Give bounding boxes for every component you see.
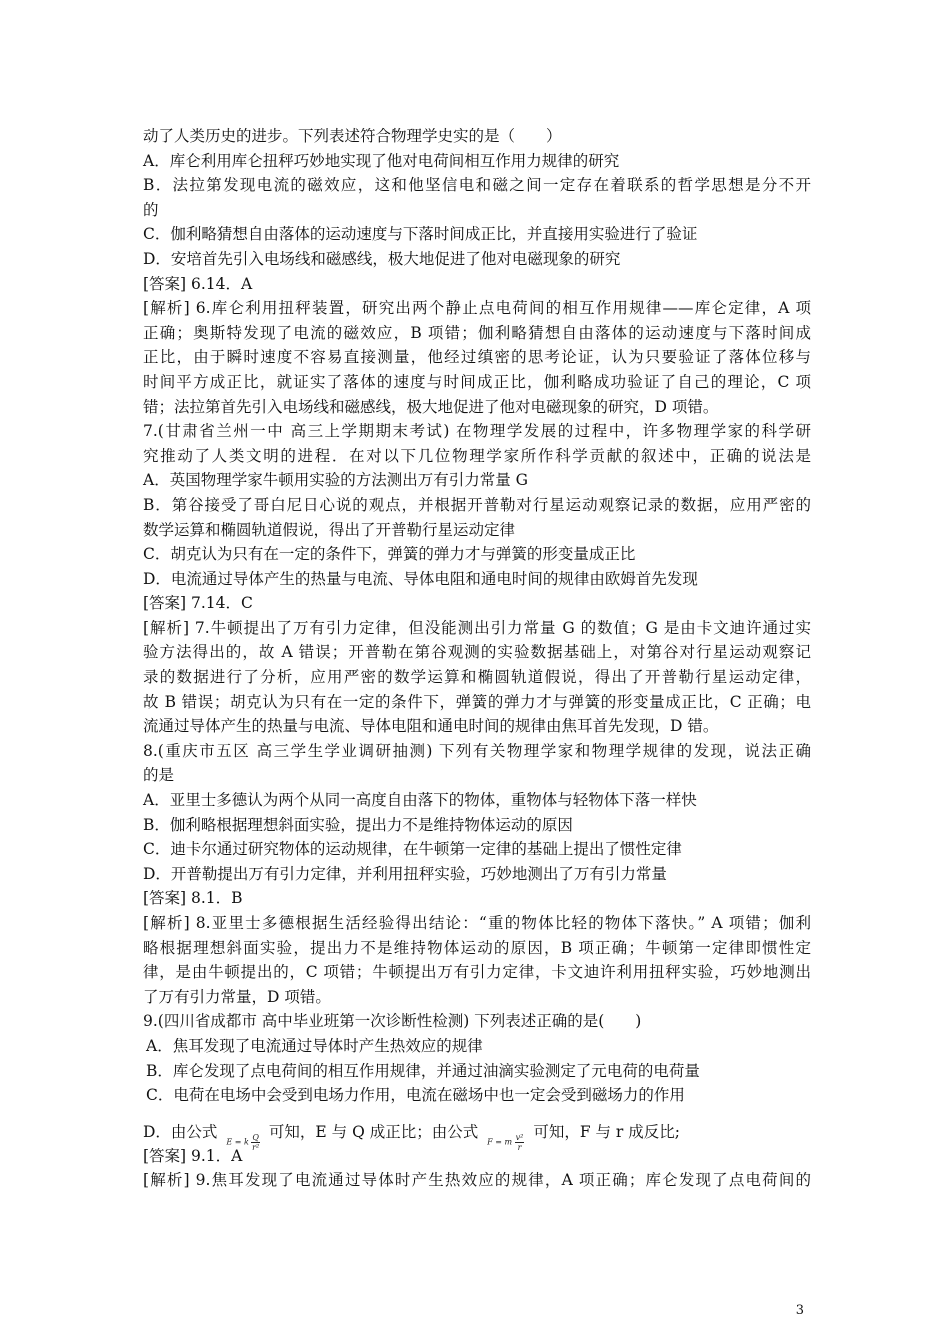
analysis-6: 正比，由于瞬时速度不容易直接测量，他经过缜密的思考论证，认为只要验证了落体位移与 [143,348,811,367]
answer-8: [答案] 8.1．B [143,889,243,908]
answer-6: [答案] 6.14．A [143,274,253,293]
option-a: A．库仑利用库仑扭秤巧妙地实现了他对电荷间相互作用力规律的研究 [143,151,620,170]
option-b: B．法拉第发现电流的磁效应，这和他坚信电和磁之间一定存在着联系的哲学思想是分不开 [143,176,811,195]
option-d: D．开普勒提出万有引力定律，并利用扭秤实验，巧妙地测出了万有引力常量 [143,864,667,883]
document-body [143,124,811,1193]
fraction [515,1133,525,1152]
option-c: C．迪卡尔通过研究物体的运动规律，在牛顿第一定律的基础上提出了惯性定律 [143,840,682,859]
analysis-6: 时间平方成正比，就证实了落体的速度与时间成正比，伽利略成功验证了自己的理论，C 项 [143,372,811,391]
analysis-7: 故 B 错误；胡克认为只有在一定的条件下，弹簧的弹力才与弹簧的形变量成正比，C 正确；电 [143,692,811,711]
formula-left: E = k [226,1137,249,1147]
fraction [251,1133,260,1152]
formula-suffix: 可知，F 与 r 成反比; [533,1122,680,1141]
option-b: B．第谷接受了哥白尼日心说的观点，并根据开普勒对行星运动观察记录的数据，应用严密的 [143,495,811,514]
question-8: 8.(重庆市五区 高三学生学业调研抽测) 下列有关物理学家和物理学规律的发现，说法正确 [143,741,811,760]
analysis-9: [解析] 9.焦耳发现了电流通过导体时产生热效应的规律，A 项正确；库仑发现了点电荷间的 [143,1171,811,1190]
option-c: C．电荷在电场中会受到电场力作用，电流在磁场中也一定会受到磁场力的作用 [146,1086,685,1105]
analysis-8: 律，是由牛顿提出的，C 项错；牛顿提出万有引力定律，卡文迪许利用扭秤实验，巧妙地测出 [143,963,811,982]
text-line: 动了人类历史的进步。下列表述符合物理学史实的是（ ） [143,127,562,145]
option-a: A．英国物理学家牛顿用实验的方法测出万有引力常量 G [143,471,529,490]
question-9: 9.(四川省成都市 高中毕业班第一次诊断性检测) 下列表述正确的是( ) [143,1012,642,1031]
option-b-cont: 数学运算和椭圆轨道假说，得出了开普勒行星运动定律 [143,520,516,539]
option-b: B．库仑发现了点电荷间的相互作用规律，并通过油滴实验测定了元电荷的电荷量 [146,1061,700,1080]
answer-7: [答案] 7.14．C [143,594,253,613]
analysis-7: 验方法得出的，故 A 错误；开普勒在第谷观测的实验数据基础上，对第谷对行星运动观察记 [143,643,811,662]
numerator: v² [515,1133,524,1143]
analysis-7: 流通过导体产生的热量与电流、导体电阻和通电时间的规律由焦耳首先发现，D 错。 [143,717,719,736]
analysis-6: 正确；奥斯特发现了电流的磁效应，B 项错；伽利略猜想自由落体的运动速度与下落时间成 [143,323,811,342]
option-b: B．伽利略根据理想斜面实验，提出力不是维持物体运动的原因 [143,815,573,834]
formula-prefix: D．由公式 [143,1122,218,1141]
option-d-formula [143,1114,811,1153]
answer-9: [答案] 9.1．A [143,1146,243,1165]
option-c: C．胡克认为只有在一定的条件下，弹簧的弹力才与弹簧的形变量成正比 [143,545,636,564]
formula-middle: 可知，E 与 Q 成正比；由公式 [268,1122,479,1141]
analysis-7: 录的数据进行了分析，应用严密的数学运算和椭圆轨道假说，得出了开普勒行星运动定律， [143,668,811,687]
denominator: r [517,1143,522,1153]
analysis-8: [解析] 8.亚里士多德根据生活经验得出结论：“重的物体比轻的物体下落快。” A 项错；伽利 [143,914,811,932]
option-b-cont: 的 [143,200,159,219]
option-d: D．安培首先引入电场线和磁感线，极大地促进了他对电磁现象的研究 [143,249,621,268]
option-a: A．焦耳发现了电流通过导体时产生热效应的规律 [146,1036,483,1055]
denominator: r² [252,1143,260,1153]
formula-centripetal-force [487,1133,524,1152]
question-7: 7.(甘肃省兰州一中 高三上学期期末考试) 在物理学发展的过程中，许多物理学家的科学研 [143,422,811,441]
analysis-6: [解析] 6.库仑利用扭秤装置，研究出两个静止点电荷间的相互作用规律——库仑定律，A 项 [143,299,811,318]
option-a: A．亚里士多德认为两个从同一高度自由落下的物体，重物体与轻物体下落一样快 [143,791,697,810]
numerator: Q [252,1133,259,1143]
question-8: 的是 [143,766,175,785]
analysis-8: 略根据理想斜面实验，提出力不是维持物体运动的原因，B 项正确；牛顿第一定律即惯性定 [143,938,811,957]
analysis-7: [解析] 7.牛顿提出了万有引力定律，但没能测出引力常量 G 的数值；G 是由卡文迪许通过实 [143,618,811,637]
page-number: 3 [795,1303,804,1318]
option-d: D．电流通过导体产生的热量与电流、导体电阻和通电时间的规律由欧姆首先发现 [143,569,698,588]
question-7: 究推动了人类文明的进程．在对以下几位物理学家所作科学贡献的叙述中，正确的说法是 [143,446,811,465]
analysis-8: 了万有引力常量，D 项错。 [143,987,331,1006]
option-c: C．伽利略猜想自由落体的运动速度与下落时间成正比，并直接用实验进行了验证 [143,225,698,244]
formula-left: F = m [487,1137,513,1147]
analysis-6: 错；法拉第首先引入电场线和磁感线，极大地促进了他对电磁现象的研究，D 项错。 [143,397,719,416]
